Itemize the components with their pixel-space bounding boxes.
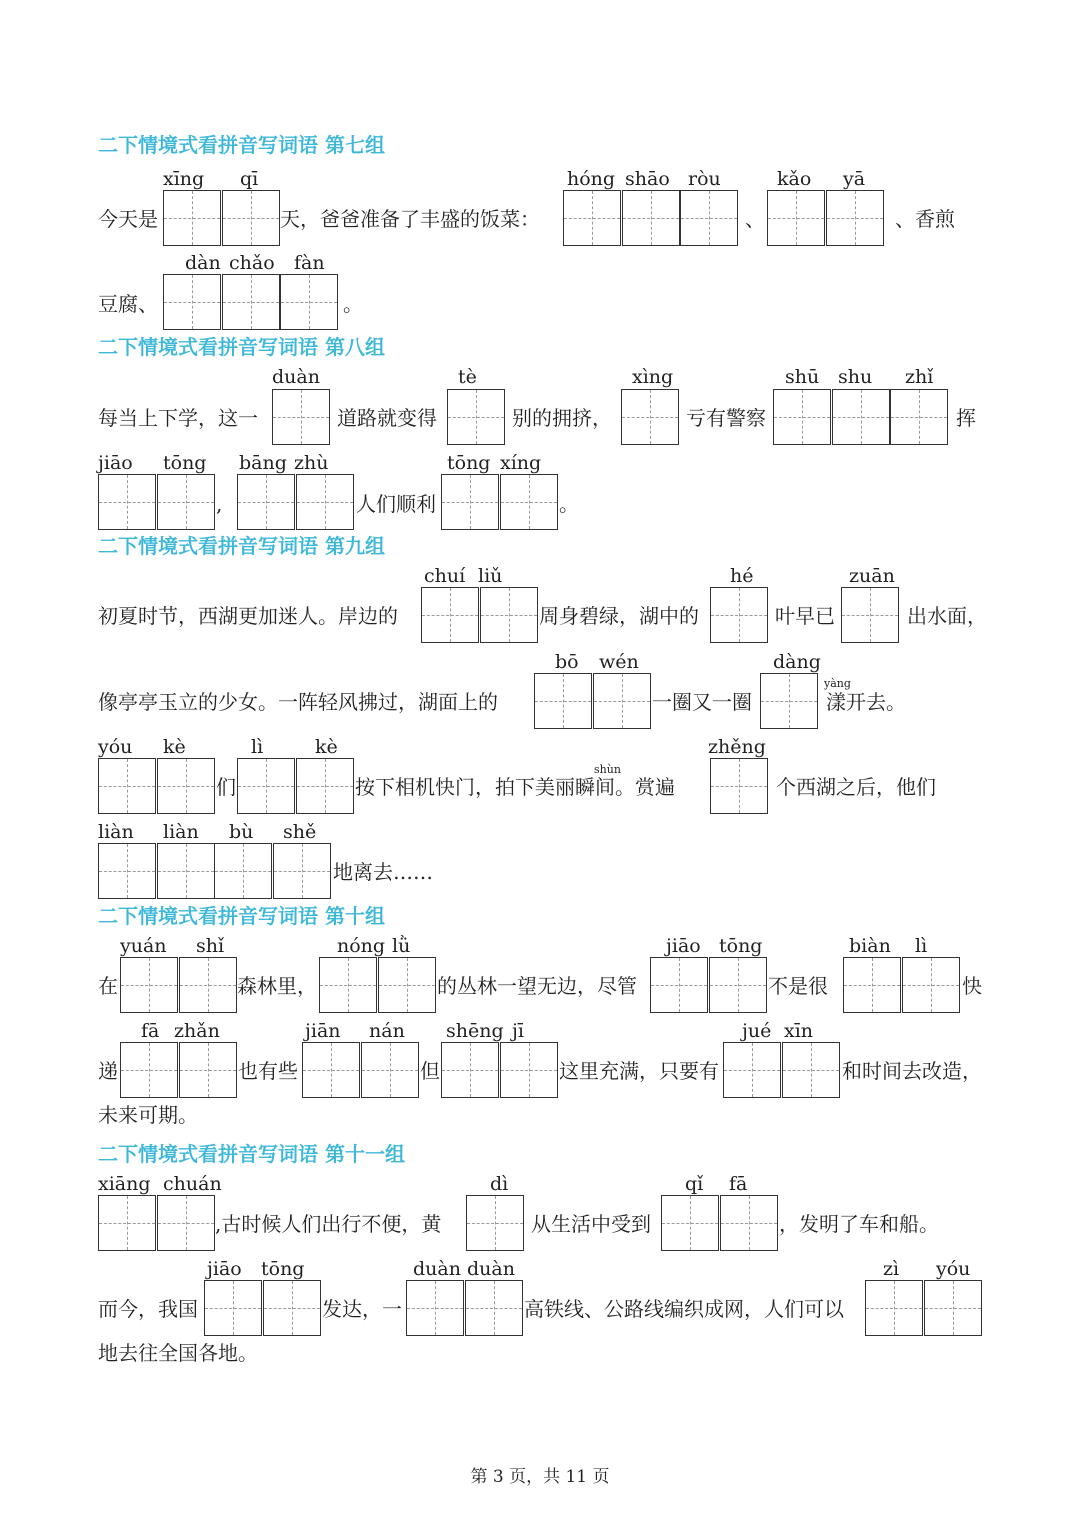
pinyin: jiāo xyxy=(666,935,701,957)
writing-grid[interactable] xyxy=(280,274,338,330)
sentence-text: 地去往全国各地。 xyxy=(98,1341,258,1365)
writing-grid[interactable] xyxy=(98,1195,215,1251)
sentence-text: 豆腐、 xyxy=(98,292,158,316)
pinyin: lì xyxy=(251,736,264,758)
writing-grid[interactable] xyxy=(447,389,505,445)
writing-grid[interactable] xyxy=(441,1042,558,1098)
pinyin: chuí xyxy=(424,565,466,587)
writing-grid[interactable] xyxy=(680,190,738,246)
writing-grid[interactable] xyxy=(421,587,538,643)
pinyin: fā xyxy=(729,1173,748,1195)
sentence-text: 高铁线、公路线编织成网，人们可以 xyxy=(524,1297,844,1321)
pinyin: kè xyxy=(315,736,338,758)
sentence-text: 道路就变得 xyxy=(337,406,437,430)
pinyin: bāng xyxy=(239,452,287,474)
ruby-pinyin: yàng xyxy=(824,677,851,690)
pinyin: kè xyxy=(163,736,186,758)
pinyin: chuán xyxy=(163,1173,222,1195)
writing-grid[interactable] xyxy=(865,1280,982,1336)
sentence-text: 也有些 xyxy=(238,1059,298,1083)
writing-grid[interactable] xyxy=(204,1280,321,1336)
pinyin: liàn xyxy=(163,821,199,843)
pinyin: yóu xyxy=(98,736,133,758)
sentence-text: ,古时候人们出行不便，黄 xyxy=(215,1212,442,1236)
pinyin: duàn xyxy=(467,1258,515,1280)
sentence-text: 叶早已 xyxy=(775,604,835,628)
pinyin: duàn xyxy=(272,366,320,388)
writing-grid[interactable] xyxy=(710,758,768,814)
pinyin: nán xyxy=(369,1020,405,1042)
sentence-text: 而今，我国 xyxy=(98,1297,198,1321)
pinyin: fā xyxy=(141,1020,160,1042)
pinyin: xīng xyxy=(163,168,205,190)
pinyin: tōng xyxy=(719,935,763,957)
pinyin: shu xyxy=(838,366,873,388)
pinyin: jiāo xyxy=(207,1258,242,1280)
sentence-text: 。 xyxy=(559,492,579,516)
pinyin: tè xyxy=(458,366,477,388)
writing-grid[interactable] xyxy=(841,587,899,643)
sentence-text: 按下相机快门，拍下美丽瞬间。赏遍 xyxy=(355,775,675,799)
sentence-text: 们 xyxy=(216,775,236,799)
pinyin: hóng xyxy=(567,168,616,190)
pinyin: hé xyxy=(730,565,754,587)
writing-grid[interactable] xyxy=(214,843,331,899)
pinyin: tōng xyxy=(261,1258,305,1280)
writing-grid[interactable] xyxy=(534,673,651,729)
pinyin: dì xyxy=(490,1173,509,1195)
pinyin: shǐ xyxy=(196,935,225,957)
pinyin: zì xyxy=(883,1258,900,1280)
sentence-text: 漾开去。 xyxy=(826,690,906,714)
writing-grid[interactable] xyxy=(466,1195,524,1251)
sentence-text: 的丛林一望无边，尽管 xyxy=(437,974,637,998)
pinyin: duàn xyxy=(413,1258,461,1280)
writing-grid[interactable] xyxy=(163,274,280,330)
group-9-title: 二下情境式看拼音写词语 第九组 xyxy=(98,534,385,558)
sentence-text: 从生活中受到 xyxy=(531,1212,651,1236)
pinyin: jiān xyxy=(305,1020,341,1042)
pinyin: chǎo xyxy=(229,252,275,274)
sentence-text: 这里充满，只要有 xyxy=(559,1059,719,1083)
pinyin: zhǐ xyxy=(905,366,934,388)
sentence-text: 快 xyxy=(962,974,982,998)
pinyin: ròu xyxy=(688,168,721,190)
pinyin: jué xyxy=(742,1020,772,1042)
pinyin: zhù xyxy=(294,452,329,474)
sentence-text: , xyxy=(216,492,223,516)
writing-grid[interactable] xyxy=(621,389,679,445)
writing-grid[interactable] xyxy=(272,389,330,445)
writing-grid[interactable] xyxy=(723,1042,840,1098)
pinyin: jī xyxy=(512,1020,524,1042)
pinyin: yā xyxy=(843,168,866,190)
writing-grid[interactable] xyxy=(650,957,767,1013)
pinyin: lì xyxy=(915,935,928,957)
sentence-text: 天，爸爸准备了丰盛的饭菜： xyxy=(280,207,540,231)
pinyin: bù xyxy=(229,821,254,843)
page-number: 第 3 页，共 11 页 xyxy=(470,1467,610,1487)
pinyin: shēng xyxy=(446,1020,504,1042)
group-11-title: 二下情境式看拼音写词语 第十一组 xyxy=(98,1142,405,1166)
pinyin: fàn xyxy=(294,252,325,274)
sentence-text: 今天是 xyxy=(98,207,158,231)
sentence-text: 、香煎 xyxy=(895,207,955,231)
sentence-text: 每当上下学，这一 xyxy=(98,406,258,430)
pinyin: shāo xyxy=(625,168,670,190)
writing-grid[interactable] xyxy=(98,474,215,530)
sentence-text: 森林里， xyxy=(237,974,317,998)
pinyin: xiāng xyxy=(98,1173,151,1195)
sentence-text: 在 xyxy=(98,974,118,998)
writing-grid[interactable] xyxy=(760,673,818,729)
sentence-text: 。 xyxy=(343,292,363,316)
writing-grid[interactable] xyxy=(406,1280,523,1336)
writing-grid[interactable] xyxy=(237,474,354,530)
sentence-text: 递 xyxy=(98,1059,118,1083)
ruby-pinyin: shùn xyxy=(594,763,621,776)
pinyin: shě xyxy=(283,821,317,843)
pinyin: qǐ xyxy=(685,1173,704,1195)
group-8-title: 二下情境式看拼音写词语 第八组 xyxy=(98,335,385,359)
sentence-text: 但 xyxy=(420,1059,440,1083)
writing-grid[interactable] xyxy=(843,957,960,1013)
writing-grid[interactable] xyxy=(563,190,680,246)
pinyin: kǎo xyxy=(777,168,812,190)
pinyin: tōng xyxy=(447,452,491,474)
sentence-text: 初夏时节，西湖更加迷人。岸边的 xyxy=(98,604,398,628)
writing-grid[interactable] xyxy=(120,957,237,1013)
pinyin: zuān xyxy=(849,565,895,587)
group-10-title: 二下情境式看拼音写词语 第十组 xyxy=(98,904,385,928)
pinyin: xìng xyxy=(632,366,674,388)
writing-grid[interactable] xyxy=(890,389,948,445)
sentence-text: 不是很 xyxy=(768,974,828,998)
pinyin: zhǎn xyxy=(174,1020,220,1042)
writing-grid[interactable] xyxy=(767,190,884,246)
pinyin: yóu xyxy=(936,1258,971,1280)
sentence-text: 像亭亭玉立的少女。一阵轻风拂过，湖面上的 xyxy=(98,690,498,714)
pinyin: liǔ xyxy=(478,565,503,587)
writing-grid[interactable] xyxy=(98,843,215,899)
writing-grid[interactable] xyxy=(773,389,890,445)
sentence-text: 、 xyxy=(745,207,765,231)
sentence-text: 亏有警察 xyxy=(686,406,766,430)
sentence-text: ，发明了车和船。 xyxy=(779,1212,939,1236)
writing-grid[interactable] xyxy=(120,1042,237,1098)
writing-grid[interactable] xyxy=(441,474,558,530)
sentence-text: 发达，一 xyxy=(322,1297,402,1321)
pinyin: zhěng xyxy=(708,736,766,758)
pinyin: tōng xyxy=(163,452,207,474)
writing-grid[interactable] xyxy=(98,758,215,814)
writing-grid[interactable] xyxy=(661,1195,778,1251)
sentence-text: 个西湖之后，他们 xyxy=(776,775,936,799)
pinyin: xíng xyxy=(500,452,542,474)
pinyin: dàng xyxy=(773,651,821,673)
pinyin: bō xyxy=(555,651,579,673)
sentence-text: 人们顺利 xyxy=(356,492,436,516)
pinyin: wén xyxy=(599,651,639,673)
sentence-text: 别的拥挤， xyxy=(512,406,612,430)
sentence-text: 出水面， xyxy=(907,604,987,628)
pinyin: shū xyxy=(785,366,820,388)
writing-grid[interactable] xyxy=(237,758,354,814)
sentence-text: 挥 xyxy=(956,406,976,430)
pinyin: dàn xyxy=(185,252,221,274)
writing-grid[interactable] xyxy=(302,1042,419,1098)
pinyin: jiāo xyxy=(98,452,133,474)
group-7-title: 二下情境式看拼音写词语 第七组 xyxy=(98,133,385,157)
pinyin: xīn xyxy=(784,1020,814,1042)
pinyin: qī xyxy=(240,168,259,190)
sentence-text: 一圈又一圈 xyxy=(652,690,752,714)
sentence-text: 周身碧绿，湖中的 xyxy=(539,604,699,628)
writing-grid[interactable] xyxy=(319,957,436,1013)
sentence-text: 未来可期。 xyxy=(98,1103,198,1127)
sentence-text: 和时间去改造， xyxy=(842,1059,982,1083)
pinyin: biàn xyxy=(849,935,891,957)
pinyin: liàn xyxy=(98,821,134,843)
sentence-text: 地离去…… xyxy=(333,860,433,884)
pinyin: nóng xyxy=(337,935,386,957)
pinyin: lǜ xyxy=(392,935,411,957)
writing-grid[interactable] xyxy=(163,190,280,246)
pinyin: yuán xyxy=(120,935,167,957)
writing-grid[interactable] xyxy=(710,587,768,643)
